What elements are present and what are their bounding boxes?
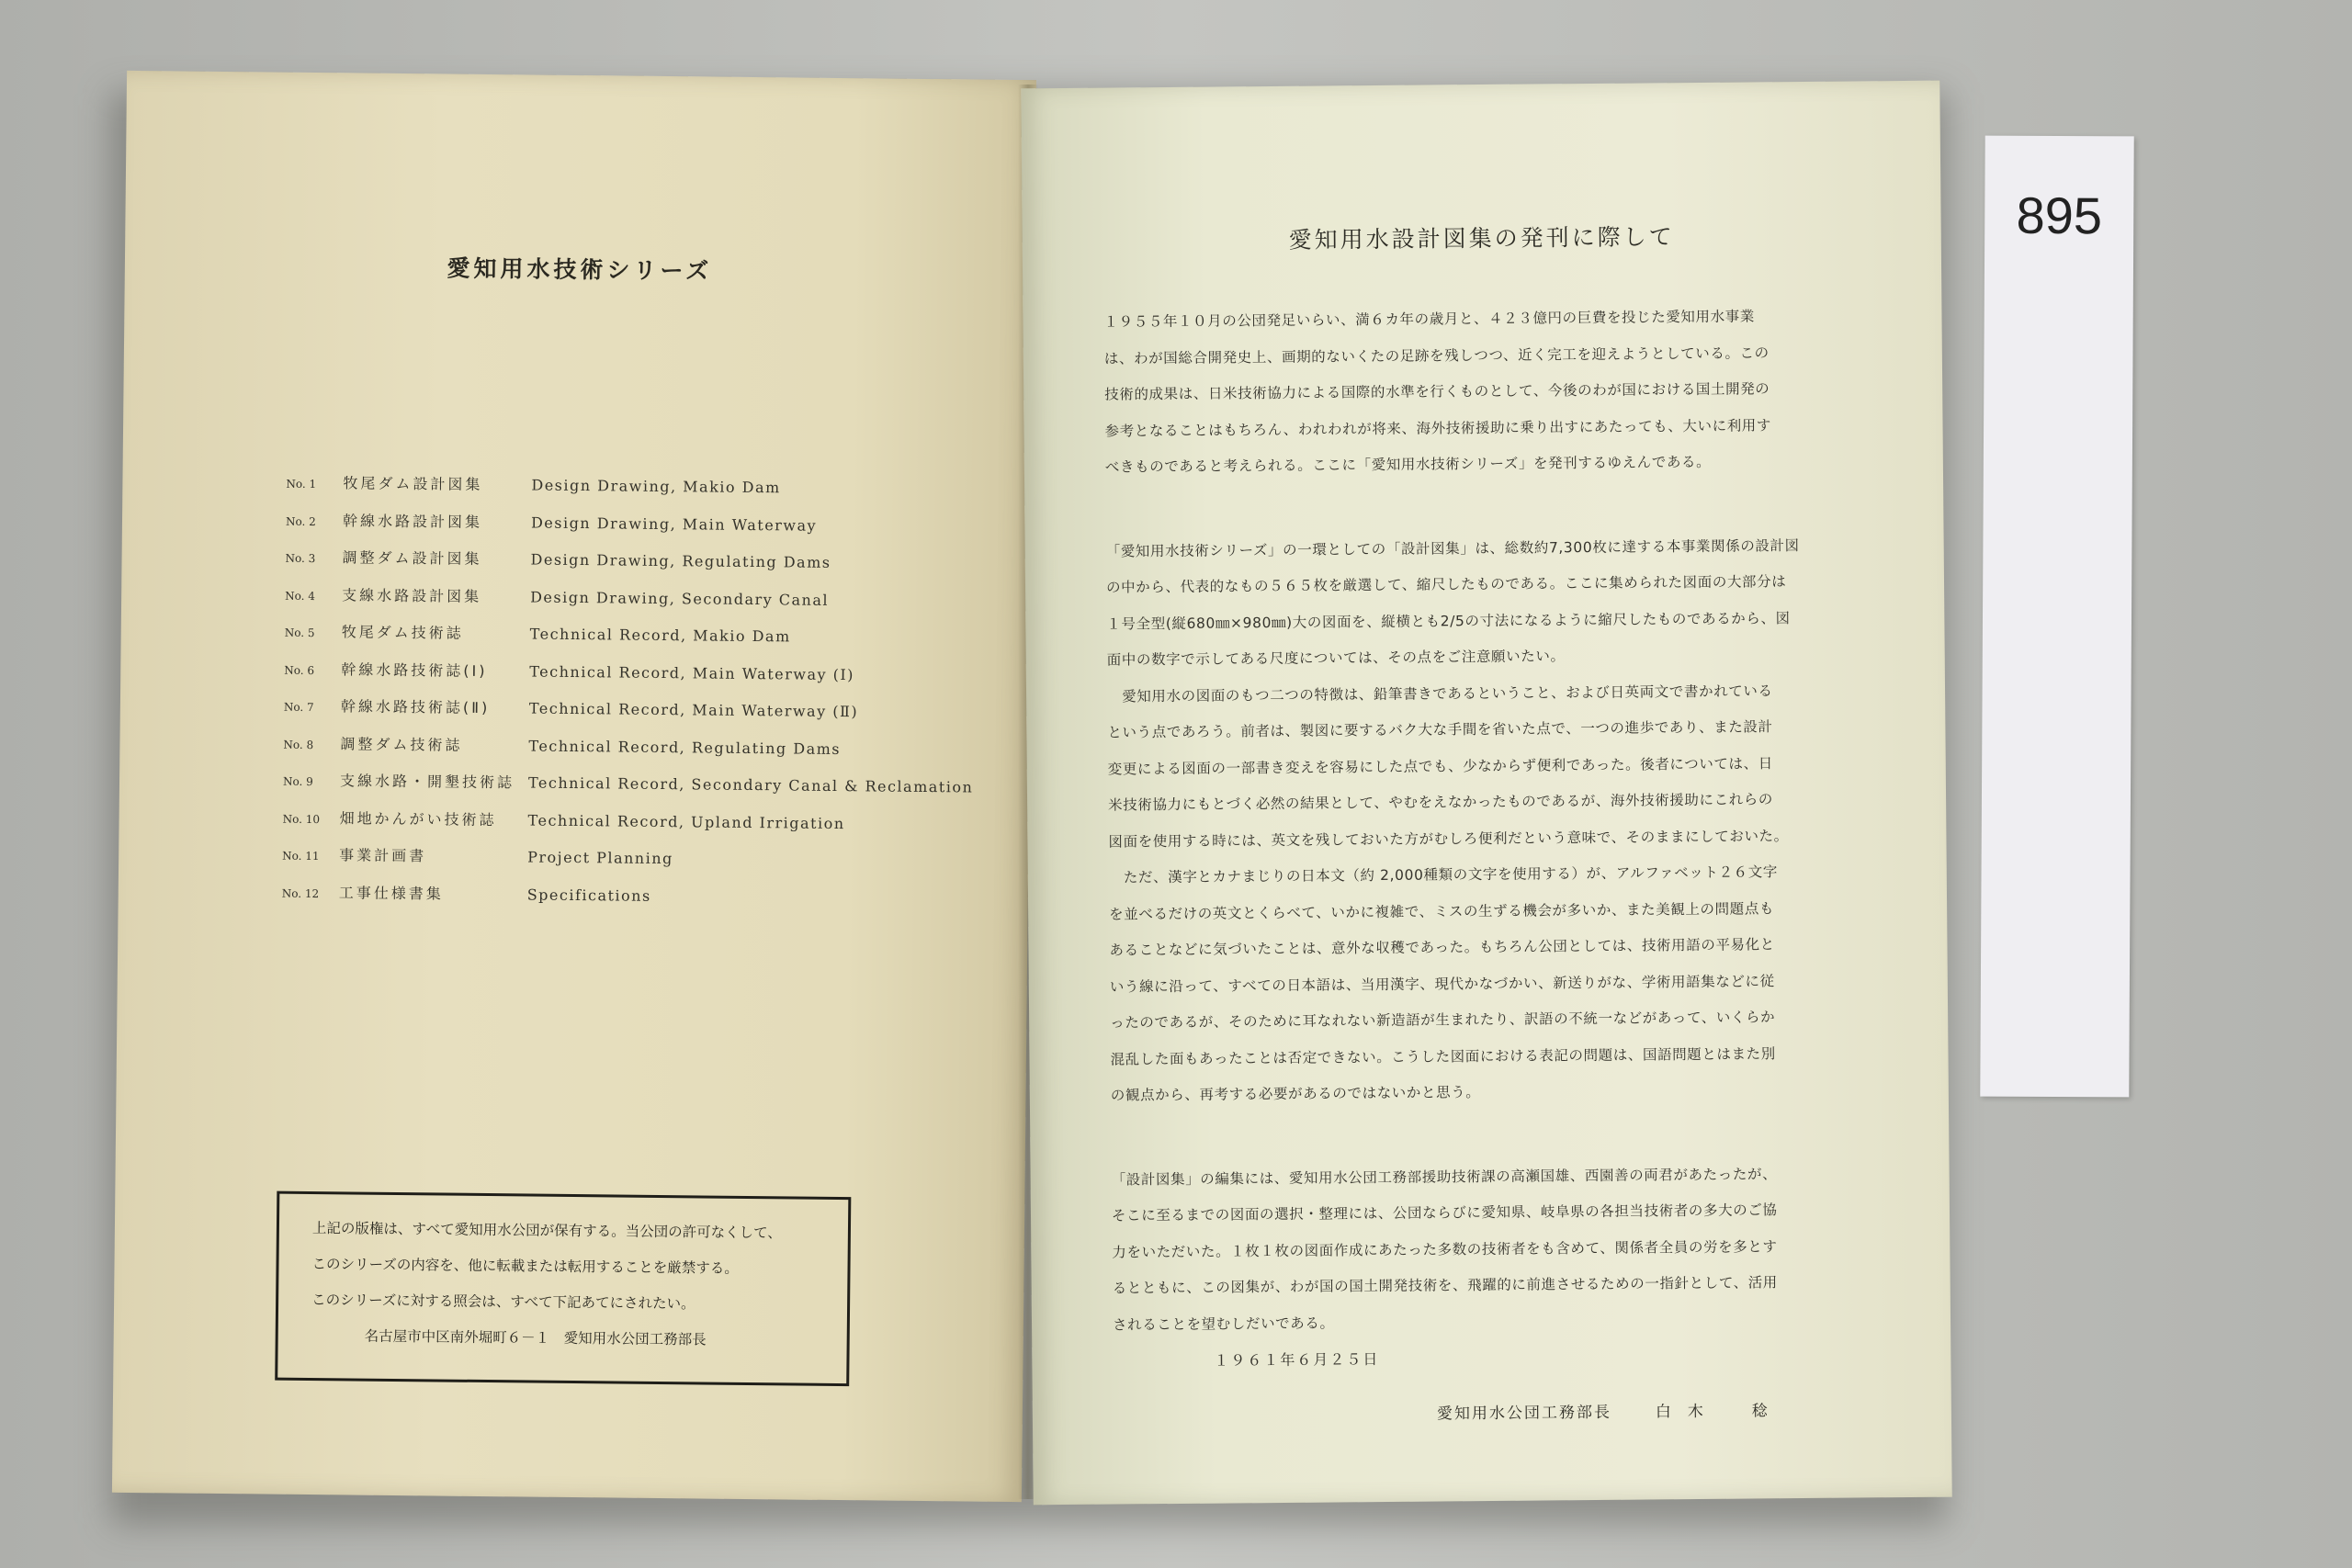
series-item-number: No. 10 <box>282 812 321 826</box>
preface-line: 混乱した面もあったことは否定できない。こうした図面における表記の問題は、国語問題とはまた別 <box>1110 1044 1776 1068</box>
series-item-english-title: Design Drawing, Main Waterway <box>530 513 818 535</box>
signature-title: 愛知用水公団工務部長 <box>1436 1403 1611 1424</box>
series-item-number: No. 3 <box>285 551 316 566</box>
series-item-number: No. 2 <box>285 514 316 528</box>
preface-line: １号全型(縦680㎜×980㎜)大の図面を、縦横とも2/5の寸法になるように縮尺したものであるから、図 <box>1106 609 1791 633</box>
preface-line: を並べるだけの英文とくらべて、いかに複雑で、ミスの生ずる機会が多いか、また美観上の問題点も <box>1109 899 1775 923</box>
series-item-english-title: Project Planning <box>527 848 673 868</box>
notice-address: 名古屋市中区南外堀町６－１ 愛知用水公団工務部長 <box>364 1327 707 1348</box>
preface-line: 「設計図集」の編集には、愛知用水公団工務部援助技術課の高瀬国雄、西園善の両君があたったが、 <box>1111 1165 1778 1189</box>
preface-line: ったのであるが、そのために耳なれない新造語が生まれたり、訳語の不統一などがあって、いくらか <box>1110 1009 1776 1032</box>
series-item-japanese-title: 調整ダム技術誌 <box>340 734 463 754</box>
series-item-english-title: Technical Record, Secondary Canal & Reclamation <box>527 773 974 796</box>
notice-line: このシリーズの内容を、他に転載または転用することを厳禁する。 <box>311 1256 739 1277</box>
series-item-english-title: Design Drawing, Secondary Canal <box>530 587 830 609</box>
preface-paragraph-2 <box>1106 527 1864 1114</box>
series-item-japanese-title: 幹線水路設計図集 <box>342 511 483 531</box>
series-item-number: No. 6 <box>284 663 315 677</box>
preface-line: ただ、漢字とカナまじりの日本文（約 2,000種類の文字を使用する）が、アルファベット２６文字 <box>1108 863 1779 886</box>
series-item-number: No. 1 <box>286 477 317 491</box>
preface-line: べきものであると考えられる。ここに「愛知用水技術シリーズ」を発刊するゆえんである。 <box>1104 453 1712 476</box>
right-page <box>1021 81 1951 1506</box>
paragraph-gap <box>1111 1108 1864 1162</box>
series-item-japanese-title: 牧尾ダム技術誌 <box>341 623 464 642</box>
series-item-number: No. 8 <box>283 738 314 751</box>
series-item-english-title: Technical Record, Upland Irrigation <box>527 810 845 832</box>
preface-line: 愛知用水の図面のもつ二つの特徴は、鉛筆書きであるということ、および日英両文で書かれている <box>1106 682 1773 705</box>
preface-line: 面中の数字で示してある尺度については、その点をご注意願いたい。 <box>1106 648 1566 669</box>
preface-paragraph-1 <box>1103 298 1859 486</box>
preface-line: いう線に沿って、すべての日本語は、当用漢字、現代かなづかい、新送りがな、学術用語集などに従 <box>1109 972 1775 996</box>
left-page <box>112 71 1036 1502</box>
series-item-japanese-title: 調整ダム設計図集 <box>342 548 482 568</box>
preface-line: 図面を使用する時には、英文を残しておいた方がむしろ便利だという意味で、そのままにしておいた。 <box>1108 827 1789 851</box>
series-item-number: No. 11 <box>282 849 320 863</box>
series-item-japanese-title: 畑地かんがい技術誌 <box>339 808 497 829</box>
signature-name: 白木 稔 <box>1655 1402 1784 1422</box>
series-item-number: No. 7 <box>283 700 314 715</box>
preface-line: の観点から、再考する必要があるのではないかと思う。 <box>1110 1084 1481 1104</box>
series-item-english-title: Design Drawing, Makio Dam <box>531 476 781 497</box>
series-title: 愛知用水技術シリーズ <box>447 254 713 285</box>
preface-body <box>1103 298 1866 1343</box>
series-item-japanese-title: 牧尾ダム設計図集 <box>343 474 483 493</box>
series-item-japanese-title: 支線水路設計図集 <box>342 585 482 605</box>
preface-line: の中から、代表的なもの５６５枚を厳選して、縮尺したものである。ここに集められた図面の大部分は <box>1105 573 1787 596</box>
series-item-english-title: Technical Record, Main Waterway (Ⅰ) <box>529 661 855 683</box>
preface-line: 米技術協力にもとづく必然の結果として、やむをえなかったものであるが、海外技術援助にこれらの <box>1108 791 1774 814</box>
preface-line: そこに至るまでの図面の選択・整理には、公団ならびに愛知県、岐阜県の各担当技術者の多大のご協 <box>1111 1201 1778 1224</box>
preface-line: という点であろう。前者は、製図に要するバク大な手間を省いた点で、一つの進歩であり、また設計 <box>1107 718 1773 741</box>
catalog-tag <box>1980 136 2133 1098</box>
preface-paragraph-3 <box>1111 1156 1866 1344</box>
preface-line: 参考となることはもちろん、われわれが将来、海外技術援助に乗り出すにあたっても、大いに利用す <box>1104 416 1772 440</box>
preface-line: 技術的成果は、日米技術協力による国際的水準を行くものとして、今後のわが国における国土開発の <box>1104 380 1770 403</box>
preface-date: １９６１年６月２５日 <box>1214 1350 1380 1370</box>
copyright-notice-box <box>275 1191 851 1387</box>
preface-line: あることなどに気づいたことは、意外な収穫であった。もちろん公団としては、技術用語の平易化と <box>1109 936 1775 959</box>
series-item-number: No. 12 <box>281 886 320 900</box>
preface-signature <box>1437 1397 1784 1423</box>
preface-line: 「愛知用水技術シリーズ」の一環としての「設計図集」は、総数約7,300枚に達する本事業関係の設計図 <box>1105 536 1800 560</box>
preface-line: １９５５年１０月の公団発足いらい、満６カ年の歳月と、４２３億円の巨費を投じた愛知用水事業 <box>1103 308 1755 331</box>
preface-line: るとともに、この図集が、わが国の国土開発技術を、飛躍的に前進させるための一指針として、活用 <box>1112 1274 1778 1297</box>
series-item-number: No. 5 <box>284 626 315 640</box>
series-item-japanese-title: 幹線水路技術誌(Ⅱ) <box>340 697 491 717</box>
preface-line: 力をいただいた。１枚１枚の図面作成にあたった多数の技術者をも含めて、関係者全員の労を多とす <box>1112 1237 1778 1261</box>
series-list <box>281 471 1039 926</box>
series-item-japanese-title: 事業計画書 <box>339 846 427 865</box>
preface-line: は、わが国総合開発史上、画期的ないくたの足跡を残しつつ、近く完工を迎えようとしている。この <box>1103 344 1770 367</box>
series-item-english-title: Technical Record, Makio Dam <box>529 625 791 646</box>
paragraph-gap <box>1105 479 1859 534</box>
series-item-english-title: Technical Record, Regulating Dams <box>528 736 842 758</box>
series-item <box>281 880 1035 925</box>
preface-line: されることを望むしだいである。 <box>1112 1314 1335 1334</box>
series-item-japanese-title: 工事仕様書集 <box>338 883 444 903</box>
series-item-number: No. 4 <box>285 589 316 603</box>
preface-line: 変更による図面の一部書き変えを容易にした点でも、少なからず便利であった。後者については、日 <box>1107 754 1773 778</box>
series-item-japanese-title: 幹線水路技術誌(Ⅰ) <box>341 660 488 680</box>
preface-title: 愛知用水設計図集の発刊に際して <box>1288 223 1675 254</box>
series-item-english-title: Technical Record, Main Waterway (Ⅱ) <box>528 699 859 721</box>
series-item-japanese-title: 支線水路・開墾技術誌 <box>339 772 515 792</box>
notice-line: このシリーズに対する照会は、すべて下記あてにされたい。 <box>311 1292 695 1313</box>
catalog-number: 895 <box>2016 186 2103 245</box>
series-item-number: No. 9 <box>282 774 313 789</box>
series-item-english-title: Specifications <box>526 885 651 905</box>
notice-line: 上記の版権は、すべて愛知用水公団が保有する。当公団の許可なくして、 <box>311 1220 782 1242</box>
series-item-english-title: Design Drawing, Regulating Dams <box>530 550 831 571</box>
